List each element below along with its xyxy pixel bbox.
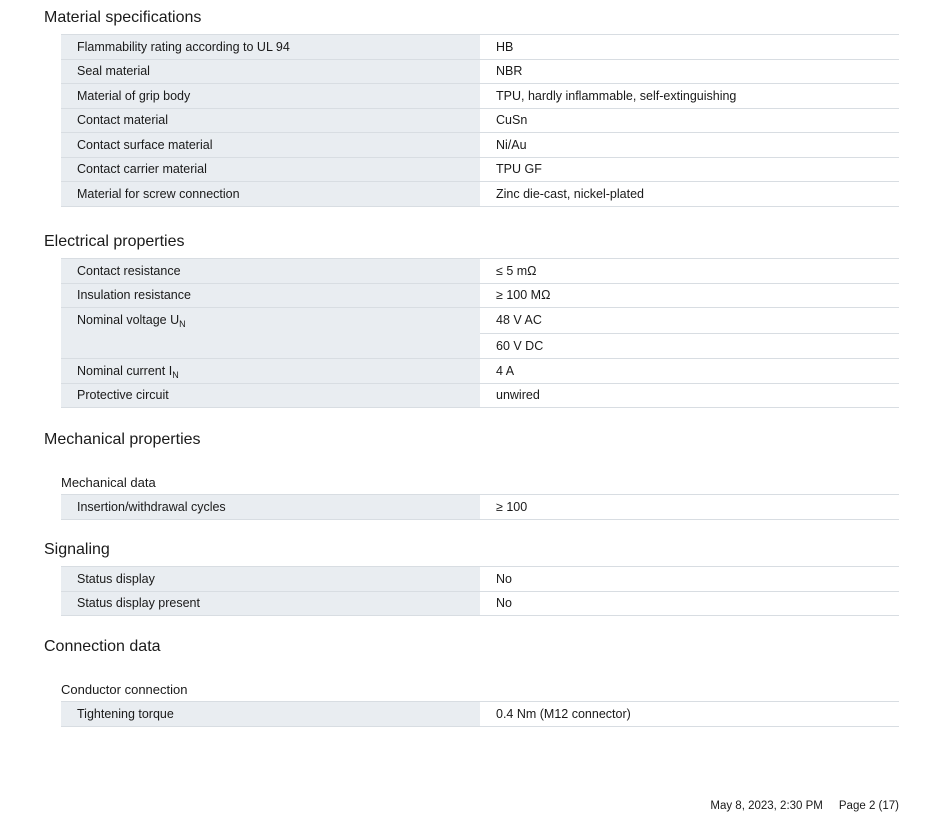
section-title-material: Material specifications [44,9,202,26]
row-label: Contact surface material [61,133,480,158]
section-title-signaling: Signaling [44,541,110,558]
material-spec-table [61,34,899,207]
table-row [61,283,899,308]
row-label: Flammability rating according to UL 94 [61,35,480,60]
table-row [61,84,899,109]
table-row [61,133,899,158]
row-label: Seal material [61,59,480,84]
nominal-current-label: Nominal current I [77,363,173,378]
table-row [61,495,899,520]
row-value: Zinc die-cast, nickel-plated [480,182,899,207]
nominal-voltage-label: Nominal voltage U [77,313,180,327]
row-label [61,308,480,359]
row-value: ≥ 100 MΩ [480,283,899,308]
subsection-title-mechanical-data: Mechanical data [61,475,156,490]
section-title-electrical: Electrical properties [44,233,185,250]
row-value: HB [480,35,899,60]
row-value: 4 A [480,359,899,384]
table-row [61,308,899,359]
row-label [61,359,480,384]
row-label: Material of grip body [61,84,480,109]
table-row [61,157,899,182]
table-row [61,591,899,616]
row-value: 0.4 Nm (M12 connector) [480,702,899,727]
table-row [61,359,899,384]
table-row [61,59,899,84]
row-label: Insertion/withdrawal cycles [61,495,480,520]
subscript-n: N [172,369,179,380]
table-row [61,383,899,408]
row-value: No [480,591,899,616]
row-value: TPU, hardly inflammable, self-extinguishing [480,84,899,109]
row-label: Status display [61,567,480,592]
row-value-line: 48 V AC [496,313,542,327]
table-row [61,35,899,60]
row-value: NBR [480,59,899,84]
table-row [61,702,899,727]
row-value: unwired [480,383,899,408]
connection-spec-table [61,701,899,727]
footer-date: May 8, 2023, 2:30 PM [710,800,823,812]
section-title-connection: Connection data [44,638,161,655]
row-label: Insulation resistance [61,283,480,308]
table-row [61,182,899,207]
table-row [61,259,899,284]
row-label: Contact carrier material [61,157,480,182]
row-label: Material for screw connection [61,182,480,207]
row-value: CuSn [480,108,899,133]
row-label: Status display present [61,591,480,616]
table-row [61,108,899,133]
mechanical-spec-table [61,494,899,520]
section-title-mechanical: Mechanical properties [44,431,201,448]
row-value: No [480,567,899,592]
page-footer [710,800,899,812]
signaling-spec-table [61,566,899,616]
footer-page-number: Page 2 (17) [838,800,899,812]
subsection-title-conductor-connection: Conductor connection [61,682,188,697]
row-value [480,308,899,359]
subscript-n: N [179,319,186,329]
electrical-spec-table [61,258,899,408]
row-label: Contact resistance [61,259,480,284]
row-label: Tightening torque [61,702,480,727]
row-value: ≥ 100 [480,495,899,520]
row-value: Ni/Au [480,133,899,158]
row-value-line: 60 V DC [480,333,899,359]
table-row [61,567,899,592]
row-value: TPU GF [480,157,899,182]
row-label: Protective circuit [61,383,480,408]
row-value: ≤ 5 mΩ [480,259,899,284]
row-label: Contact material [61,108,480,133]
